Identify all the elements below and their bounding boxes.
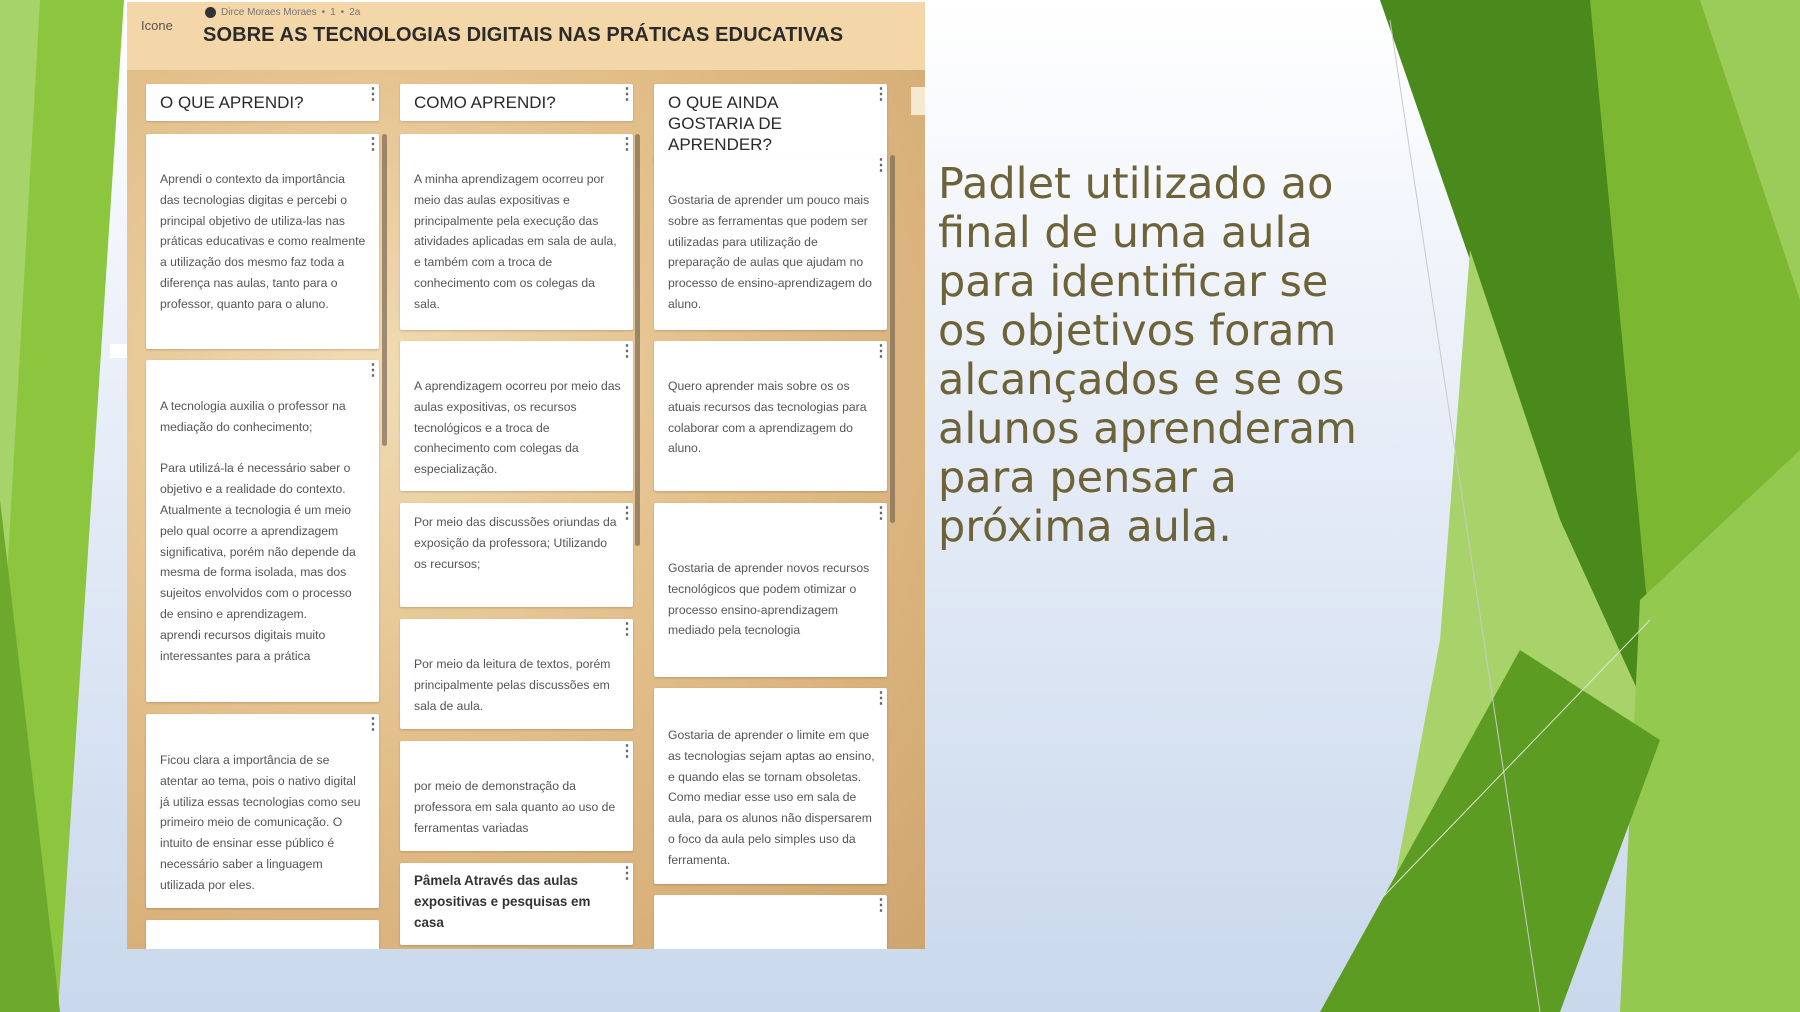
- post-text: Aprendi o contexto da importância das tecnologias digitas e percebi o principal objetivo de utiliza-las nas práticas educativas e como realmente a utilização dos mesmo faz toda a diferença nas aulas, tanto para o professor, quanto para o aluno.: [160, 172, 366, 311]
- post-text: Quero aprender mais sobre os os atuais recursos das tecnologias para colaborar com a aprendizagem do aluno.: [668, 379, 867, 456]
- post-card[interactable]: [654, 688, 887, 884]
- likes-count: 1: [330, 7, 336, 18]
- padlet-header: [127, 2, 925, 70]
- padlet-board-screenshot: [127, 2, 925, 949]
- author-name: Dirce Moraes Moraes: [221, 7, 317, 18]
- post-card[interactable]: [146, 920, 379, 949]
- post-card[interactable]: [400, 341, 633, 491]
- column-o-que-aprendi: [146, 84, 379, 121]
- post-text: A aprendizagem ocorreu por meio das aulas expositivas, os recursos tecnológicos e a troca de conhecimento com colegas da especialização.: [414, 379, 621, 477]
- post-card[interactable]: [654, 155, 887, 330]
- post-text: Ficou clara a importância de se atentar ao tema, pois o nativo digital já utiliza essas tecnologias como seu primeiro meio de comunicação. O intuito de ensinar esse público é necessário saber a linguagem utilizada por eles.: [160, 753, 361, 892]
- bullet-separator: •: [340, 7, 345, 18]
- more-options-icon[interactable]: ⋮: [619, 865, 635, 882]
- more-options-icon[interactable]: ⋮: [873, 343, 889, 360]
- post-card[interactable]: [400, 863, 633, 945]
- more-options-icon[interactable]: ⋮: [873, 157, 889, 174]
- column-header: [654, 84, 887, 163]
- avatar: [205, 7, 216, 18]
- post-card[interactable]: [400, 503, 633, 607]
- column-header: [146, 84, 379, 121]
- more-options-icon[interactable]: ⋮: [873, 690, 889, 707]
- more-options-icon[interactable]: ⋮: [873, 86, 889, 103]
- column-scrollbar[interactable]: [635, 134, 640, 546]
- post-card[interactable]: [146, 134, 379, 349]
- more-options-icon[interactable]: ⋮: [365, 716, 381, 733]
- more-options-icon[interactable]: ⋮: [619, 343, 635, 360]
- more-options-icon[interactable]: ⋮: [619, 86, 635, 103]
- column-title: O QUE APRENDI?: [160, 93, 304, 112]
- more-options-icon[interactable]: ⋮: [619, 505, 635, 522]
- post-text: Gostaria de aprender o limite em que as tecnologias sejam aptas ao ensino, e quando elas se tornam obsoletas. Como mediar esse uso em sala de aula, para os alunos não dispersarem o foco da aula pelo simples uso da ferramenta.: [668, 728, 875, 867]
- author-line: [205, 7, 360, 18]
- post-card[interactable]: [654, 503, 887, 677]
- post-card[interactable]: [400, 741, 633, 851]
- more-options-icon[interactable]: ⋮: [873, 897, 889, 914]
- post-card[interactable]: [146, 360, 379, 702]
- slide-caption: Padlet utilizado ao final de uma aula para identificar se os objetivos foram alcançados e se os alunos aprenderam para pensar a próxima aula.: [938, 159, 1357, 552]
- more-options-icon[interactable]: ⋮: [365, 86, 381, 103]
- more-options-icon[interactable]: ⋮: [873, 505, 889, 522]
- post-text: Pâmela Através das aulas expositivas e pesquisas em casa: [414, 873, 591, 930]
- post-text: A minha aprendizagem ocorreu por meio das aulas expositivas e principalmente pela execução das atividades aplicadas em sala de aula, e também com a troca de conhecimento com os colegas da sala.: [414, 172, 617, 311]
- column-como-aprendi: [400, 84, 633, 121]
- bullet-separator: •: [321, 7, 326, 18]
- broken-image-icon: Icone: [141, 18, 173, 33]
- column-header: [400, 84, 633, 121]
- more-options-icon[interactable]: ⋮: [619, 743, 635, 760]
- post-card[interactable]: [146, 714, 379, 908]
- more-options-icon[interactable]: ⋮: [619, 621, 635, 638]
- column-title: O QUE AINDA GOSTARIA DE APRENDER?: [668, 93, 782, 154]
- post-card[interactable]: [400, 134, 633, 330]
- padlet-title: SOBRE AS TECNOLOGIAS DIGITAIS NAS PRÁTICAS EDUCATIVAS: [203, 24, 844, 46]
- column-o-que-ainda-gostaria: [654, 84, 887, 163]
- post-card[interactable]: [654, 341, 887, 491]
- column-title: COMO APRENDI?: [414, 93, 556, 112]
- more-options-icon[interactable]: ⋮: [619, 136, 635, 153]
- more-options-icon[interactable]: ⋮: [365, 136, 381, 153]
- next-column-edge: [911, 87, 925, 115]
- post-text: A tecnologia auxilia o professor na mediação do conhecimento; Para utilizá-la é necessário saber o objetivo e a realidade do contexto. Atualmente a tecnologia é um meio pelo qual ocorre a aprendizagem significativa, porém não depende da mesma de forma isolada, mas dos sujeitos envolvidos com o processo de ensino e aprendizagem. aprendi recursos digitais muito interessantes para a prática: [160, 399, 356, 663]
- post-text: por meio de demonstração da professora em sala quanto ao uso de ferramentas variadas: [414, 779, 616, 835]
- column-scrollbar[interactable]: [890, 155, 895, 523]
- post-text: Gostaria de aprender um pouco mais sobre as ferramentas que podem ser utilizadas para utilização de preparação de aulas que ajudam no processo de ensino-aprendizagem do aluno.: [668, 193, 872, 311]
- post-text: Por meio das discussões oriundas da exposição da professora; Utilizando os recursos;: [414, 515, 617, 571]
- column-scrollbar[interactable]: [382, 134, 387, 446]
- post-text: Gostaria de aprender novos recursos tecnológicos que podem otimizar o processo ensino-aprendizagem mediado pela tecnologia: [668, 561, 870, 638]
- post-card[interactable]: [654, 895, 887, 949]
- more-options-icon[interactable]: ⋮: [365, 362, 381, 379]
- post-text: Por meio da leitura de textos, porém principalmente pelas discussões em sala de aula.: [414, 657, 611, 713]
- post-age: 2a: [349, 7, 361, 18]
- post-card[interactable]: [400, 619, 633, 729]
